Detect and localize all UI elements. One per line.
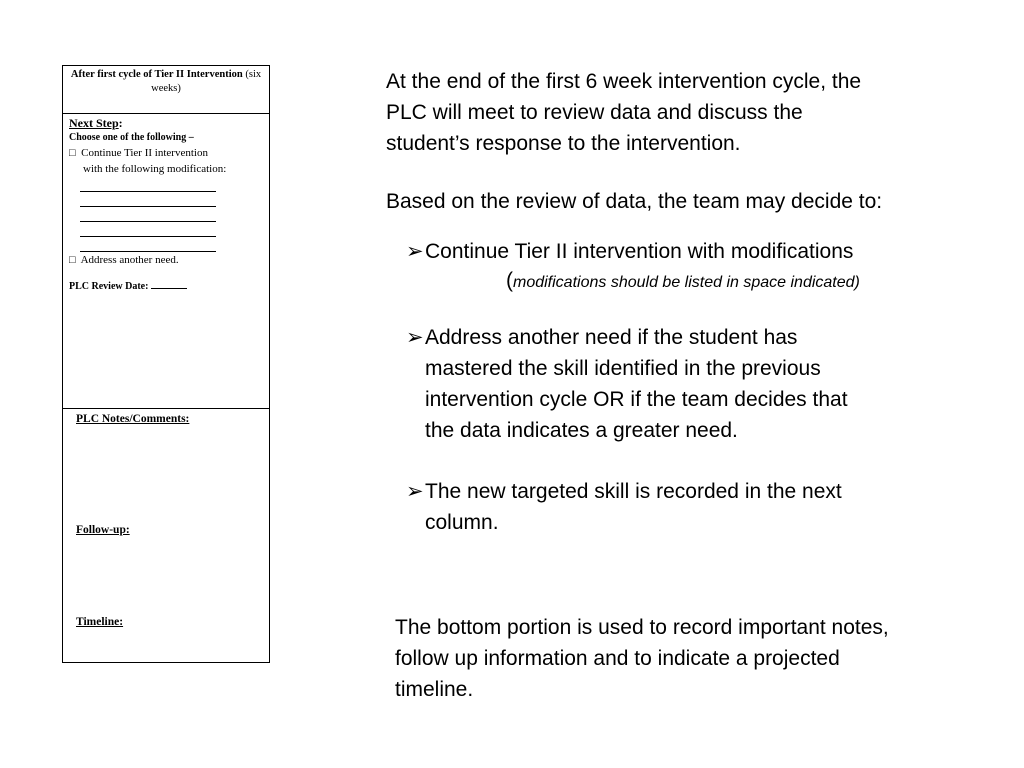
choose-instruction: Choose one of the following – — [69, 132, 194, 143]
bullet-text: Continue Tier II intervention with modifications — [425, 240, 854, 263]
form-header-title: After first cycle of Tier II Intervention — [70, 69, 243, 80]
bullet-note — [506, 267, 860, 297]
option-address-text: Address another need. — [80, 254, 179, 266]
arrow-bullet-icon: ➢ — [406, 240, 424, 263]
timeline-label: Timeline: — [76, 616, 124, 628]
bullet-text: intervention cycle OR if the team decides that — [425, 388, 848, 411]
arrow-bullet-icon: ➢ — [406, 326, 424, 349]
intro-line: student’s response to the intervention. — [386, 132, 741, 155]
bullet-text: The new targeted skill is recorded in the next — [425, 480, 842, 503]
bullet-new-skill — [406, 476, 842, 538]
bullet-text: mastered the skill identified in the previous — [425, 357, 821, 380]
intro-line: At the end of the first 6 week intervention cycle, the — [386, 70, 862, 93]
review-date-label: PLC Review Date: — [69, 281, 149, 292]
bottom-line: The bottom portion is used to record important notes, — [395, 616, 889, 639]
intervention-form — [62, 65, 270, 663]
modification-line-4[interactable] — [80, 222, 216, 237]
review-date-row — [69, 278, 269, 294]
checkbox-icon[interactable]: □ — [69, 254, 76, 266]
next-step-colon: : — [118, 116, 123, 130]
bottom-line: timeline. — [395, 678, 474, 701]
bullet-text: the data indicates a greater need. — [425, 419, 738, 442]
notes-label: PLC Notes/Comments: — [76, 413, 190, 425]
checkbox-icon[interactable]: □ — [69, 147, 76, 159]
option-continue-text: Continue Tier II intervention — [81, 147, 208, 159]
option-address[interactable] — [69, 252, 269, 268]
bottom-line: follow up information and to indicate a projected — [395, 647, 840, 670]
option-continue[interactable] — [69, 145, 269, 161]
next-step-label: Next Step — [69, 116, 119, 130]
form-header — [63, 66, 269, 114]
modification-line-5[interactable] — [80, 237, 216, 252]
intro-paragraph — [386, 66, 861, 159]
form-notes-section — [63, 409, 269, 662]
review-date-blank[interactable] — [151, 278, 187, 289]
modification-line-1[interactable] — [80, 177, 216, 192]
modification-line-2[interactable] — [80, 192, 216, 207]
decision-paragraph: Based on the review of data, the team may decide to: — [386, 190, 883, 213]
form-next-step-section — [63, 114, 269, 409]
followup-label: Follow-up: — [76, 524, 130, 536]
bullet-address — [406, 322, 848, 446]
intro-line: PLC will meet to review data and discuss the — [386, 101, 803, 124]
next-step-heading — [69, 116, 269, 131]
bottom-paragraph — [395, 612, 889, 705]
bullet-continue — [406, 236, 860, 297]
modification-line-3[interactable] — [80, 207, 216, 222]
bullet-text: Address another need if the student has — [425, 326, 798, 349]
bullet-note-text: modifications should be listed in space indicated) — [513, 274, 860, 291]
arrow-bullet-icon: ➢ — [406, 480, 424, 503]
option-continue-text-2: with the following modification: — [83, 163, 227, 175]
form-header-duration: (six weeks) — [151, 69, 262, 94]
bullet-note-paren: ( — [506, 269, 513, 292]
bullet-text: column. — [425, 511, 499, 534]
